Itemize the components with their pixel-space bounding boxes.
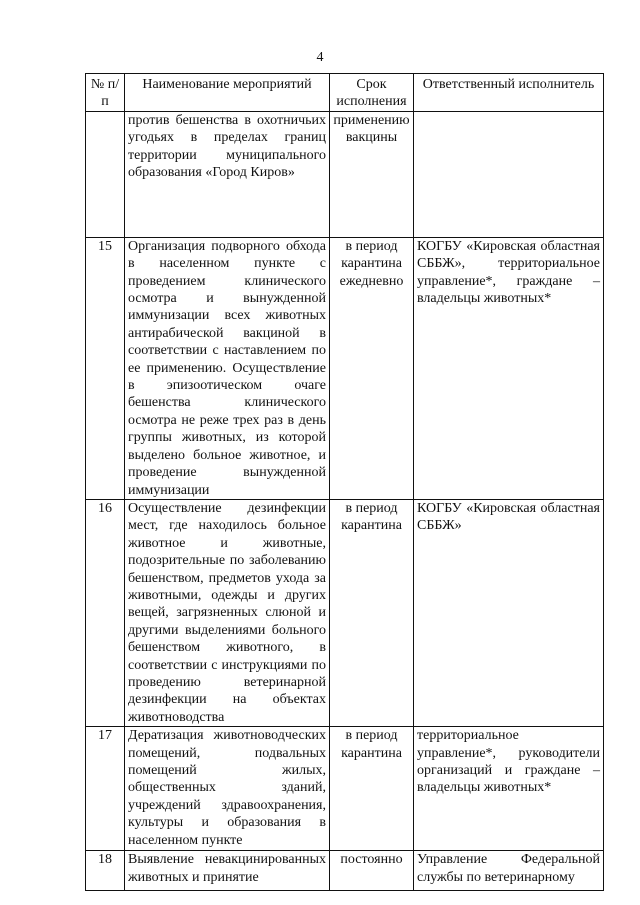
table-row [86, 111, 604, 237]
header-num: № п/п [86, 74, 125, 112]
measures-table [85, 73, 604, 891]
header-term: Срок исполнения [330, 74, 414, 112]
table-header-row [86, 74, 604, 112]
table-row [86, 851, 604, 891]
table-row [86, 237, 604, 499]
measure-name: Организация подворного обхода в населенном пункте с проведением клинического осмотра и вынужденной иммунизации всех животных антирабической вакциной в соответствии с наставлением по ее применению. Осуществление в эпизоотическом очаге бешенства клинического осмотра не реже трех раз в день группы животных, из которой выделено больное животное, и проведение вынужденной иммунизации [125, 237, 330, 499]
measure-term: в период карантина [330, 499, 414, 726]
header-name: Наименование мероприятий [125, 74, 330, 112]
page-number: 4 [316, 50, 324, 65]
measure-responsible: Управление Федеральной службы по ветеринарному [414, 851, 604, 891]
row-number: 16 [86, 499, 125, 726]
measure-responsible [414, 111, 604, 237]
row-number: 17 [86, 727, 125, 851]
measure-name: против бешенства в охотничьих угодьях в пределах границ территории муниципального образования «Город Киров» [125, 111, 330, 237]
measure-name: Выявление невакцинированных животных и принятие [125, 851, 330, 891]
measure-term: постоянно [330, 851, 414, 891]
measure-responsible: КОГБУ «Кировская областная СББЖ» [414, 499, 604, 726]
measure-name: Осуществление дезинфекции мест, где находилось больное животное и животные, подозрительные по заболеванию бешенством, предметов ухода за животными, одежды и других вещей, загрязненных слюной и другими выделениями больного бешенством животного, в соответствии с инструкциями по проведению ветеринарной дезинфекции на объектах животноводства [125, 499, 330, 726]
measure-term: применению вакцины [330, 111, 414, 237]
row-number: 18 [86, 851, 125, 891]
measure-term: в период карантина [330, 727, 414, 851]
table-row [86, 727, 604, 851]
header-responsible: Ответственный исполнитель [414, 74, 604, 112]
table-row [86, 499, 604, 726]
measure-responsible: территориальное управление*, руководители организаций и граждане – владельцы животных* [414, 727, 604, 851]
row-number: 15 [86, 237, 125, 499]
measure-name: Дератизация животноводческих помещений, подвальных помещений жилых, общественных зданий, учреждений здравоохранения, культуры и образования в населенном пункте [125, 727, 330, 851]
row-number [86, 111, 125, 237]
measure-term: в период карантина ежедневно [330, 237, 414, 499]
measure-responsible: КОГБУ «Кировская областная СББЖ», территориальное управление*, граждане – владельцы животных* [414, 237, 604, 499]
